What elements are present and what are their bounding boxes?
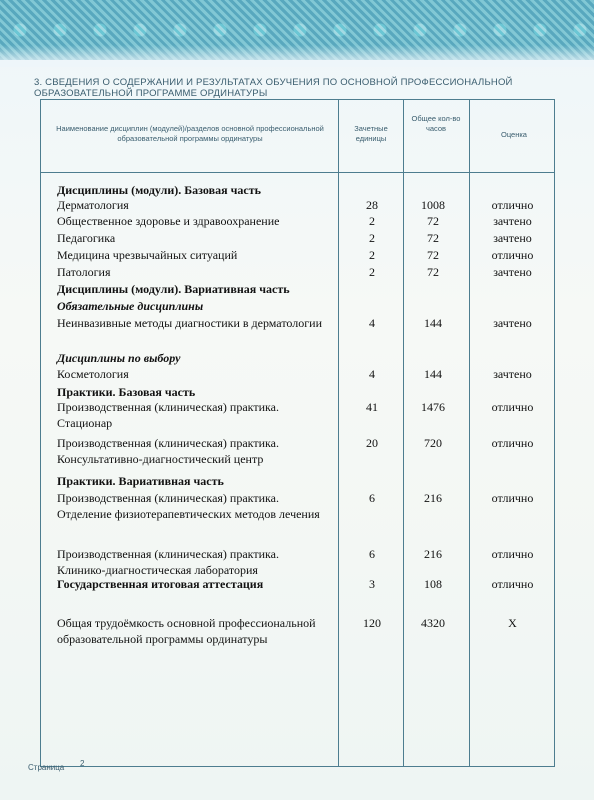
column-header-name: Наименование дисциплин (модулей)/разделов основной профессиональной образовательной программы ординатуры [56,124,324,143]
row-units: 2 [369,214,375,228]
row-name: Дисциплины (модули). Базовая часть [57,183,261,197]
row-units: 4 [369,367,375,381]
row-grade: зачтено [493,367,532,381]
row-grade: отлично [491,491,534,505]
row-units: 3 [369,577,375,591]
row-units: 20 [366,436,378,450]
row-hours: 216 [424,547,442,561]
row-name: Косметология [57,367,129,381]
row-units: 2 [369,248,375,262]
column-divider [338,100,339,766]
row-grade: зачтено [493,316,532,330]
row-units: 6 [369,491,375,505]
row-name: Обязательные дисциплины [57,299,204,313]
row-name: Производственная (клиническая) практика. Консультативно-диагностический центр [57,436,279,466]
row-name: Общественное здоровье и здравоохранение [57,214,280,228]
row-hours: 72 [427,231,439,245]
row-name: Практики. Базовая часть [57,385,196,399]
row-name: Медицина чрезвычайных ситуаций [57,248,238,262]
row-units: 120 [363,616,381,630]
row-name: Патология [57,265,111,279]
section-heading: 3. СВЕДЕНИЯ О СОДЕРЖАНИИ И РЕЗУЛЬТАТАХ ОБУЧЕНИЯ ПО ОСНОВНОЙ ПРОФЕССИОНАЛЬНОЙ ОБРАЗОВАТЕЛЬНОЙ ПРОГРАММЕ ОРДИНАТУРЫ [34,77,513,99]
row-units: 2 [369,231,375,245]
row-name: Практики. Вариативная часть [57,474,224,488]
row-name: Неинвазивные методы диагностики в дерматологии [57,316,323,330]
row-name: Дисциплины (модули). Вариативная часть [57,282,290,296]
row-grade: отлично [491,547,534,561]
row-name: Производственная (клиническая) практика. Отделение физиотерапевтических методов лечения [57,491,320,521]
row-hours: 144 [424,316,442,330]
row-hours: 216 [424,491,442,505]
banner-fade [0,45,594,67]
row-grade: зачтено [493,214,532,228]
row-name: Общая трудоёмкость основной профессиональной образовательной программы ординатуры [57,616,316,646]
row-hours: 1476 [421,400,445,414]
row-grade: отлично [491,198,534,212]
row-grade: отлично [491,577,534,591]
column-header-grade: Оценка [501,130,527,139]
results-table [40,99,555,767]
row-units: 41 [366,400,378,414]
row-hours: 108 [424,577,442,591]
column-header-units: Зачетные единицы [354,124,388,143]
row-units: 2 [369,265,375,279]
page-footer [28,759,85,772]
row-units: 4 [369,316,375,330]
row-hours: 1008 [421,198,445,212]
row-grade: отлично [491,436,534,450]
row-hours: 72 [427,248,439,262]
row-hours: 720 [424,436,442,450]
row-name: Производственная (клиническая) практика. Стационар [57,400,279,430]
row-hours: 72 [427,214,439,228]
header-divider [41,172,554,173]
row-name: Производственная (клиническая) практика. Клинико-диагностическая лаборатория [57,547,279,577]
row-hours: 144 [424,367,442,381]
column-header-hours: Общее кол-во часов [411,114,461,133]
row-units: 28 [366,198,378,212]
row-grade: отлично [491,248,534,262]
page-number: 2 [80,759,85,768]
row-grade: отлично [491,400,534,414]
row-name: Дисциплины по выбору [57,351,181,365]
column-divider [469,100,470,766]
row-grade: зачтено [493,231,532,245]
row-grade: зачтено [493,265,532,279]
row-name: Дерматология [57,198,129,212]
page-label: Страница [28,763,65,772]
row-hours: 72 [427,265,439,279]
row-units: 6 [369,547,375,561]
row-grade: X [508,616,517,630]
row-name: Государственная итоговая аттестация [57,577,264,591]
row-hours: 4320 [421,616,445,630]
row-name: Педагогика [57,231,116,245]
